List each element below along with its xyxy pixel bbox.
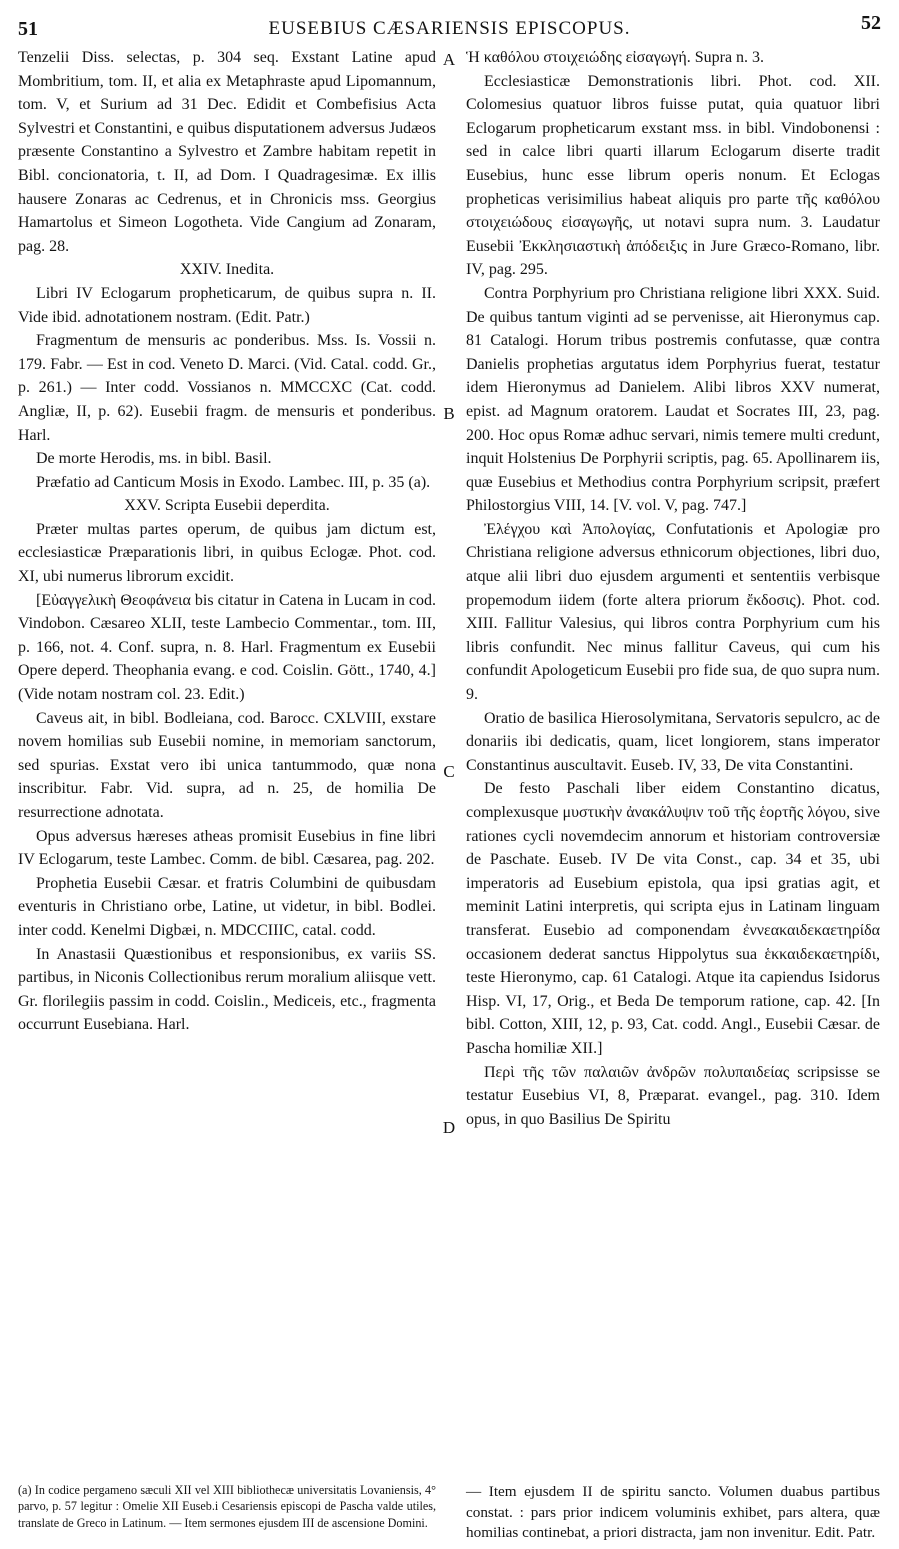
section-heading-deperdita: XXV. Scripta Eusebii deperdita. bbox=[124, 497, 330, 515]
left-paragraph: [Εὐαγγελικὴ Θεοφάνεια bis citatur in Catena in Lucam in cod. Vindobon. Cæsareo XLII, teste Lambecio Commentar., tom. III, p. 166, not. 4. Conf. supra, n. 8. Harl. Fragmentum ex Eusebii Opere deperd. Theophania evang. e cod. Coislin. Gött., 1740, 4.] (Vide notam nostram col. 23. Edit.) bbox=[18, 591, 436, 704]
right-paragraph: Ecclesiasticæ Demonstrationis libri. Phot. cod. XII. Colomesius quatuor libros fuisse putat, quia quatuor libri Eclogarum propheticarum exstant mss. in bibl. Vindobonensi : sed in calce libri quarti illarum Eclogarum diserte tradit Eusebius, hunc esse librum operis nonum. Et Eclogas propheticas verisimilius habeat aliquis pro parte τῆς καθόλου στοιχειώδους εἰσαγωγῆς, ut notavi supra num. 3. Laudatur Eusebii Ἐκκλησιαστικὴ ἀπόδειξις in Jure Græco-Romano, libr. IV, pag. 295. bbox=[466, 72, 880, 279]
right-paragraph: Περὶ τῆς τῶν παλαιῶν ἀνδρῶν πολυπαιδείας scripsisse se testatur Eusebius VI, 8, Præparat. evangel., pag. 310. Idem opus, in quo Basilius De Spiritu bbox=[466, 1063, 880, 1128]
left-paragraph: Opus adversus hæreses atheas promisit Eusebius in fine libri IV Eclogarum, teste Lambec. Comm. de bibl. Cæsarea, pag. 202. bbox=[18, 827, 436, 869]
right-column bbox=[466, 46, 880, 1131]
right-paragraph: Ἐλέγχου καὶ Ἀπολογίας, Confutationis et Apologiæ pro Christiana religione adversus ethnicorum objectiones, libri duo, atque alii libri duo ejusdem argumenti et sententiis verbisque propemodum iidem (forte altera priorum ἔκδοσις). Phot. cod. XIII. Fallitur Valesius, qui libros contra Porphyrium cum his libris confundit. Nec minus fallitur Caveus, qui cum his confundit Apologeticum Eusebii pro fide sua, de quo supra num. 9. bbox=[466, 520, 880, 704]
page-header bbox=[18, 14, 881, 44]
right-paragraph: Contra Porphyrium pro Christiana religione libri XXX. Suid. De quibus tantum viginti ad se pervenisse, ait Hieronymus cap. 81 Catalogi. Horum tribus postremis confutasse, quæ contra Danielis prophetias argutatus idem Porphyrius fuerat, testatur idem Hieronymus ad Danielem. Alibi libros XXV numerat, epist. ad Magnum oratorem. Laudat et Socrates III, 23, pag. 200. Hoc opus Romæ adhuc servari, nimis temere multi credunt, inquit Holstenius De Porphyrii scriptis, pag. 65. Apollinarem iis, quæ Eusebius et Methodius contra Porphyrium scripsit, præfert Philostorgius VIII, 14. [V. vol. V, pag. 747.] bbox=[466, 284, 880, 515]
right-paragraph: Oratio de basilica Hierosolymitana, Servatoris sepulcro, ac de donariis ibi dedicatis, quam, licet longiorem, stans imperator Constantinus auscultavit. Euseb. IV, 33, De vita Constantini. bbox=[466, 709, 880, 774]
margin-letter-b: B bbox=[443, 404, 455, 423]
left-paragraph: De morte Herodis, ms. in bibl. Basil. bbox=[36, 450, 272, 468]
left-paragraph: Tenzelii Diss. selectas, p. 304 seq. Exstant Latine apud Mombritium, tom. II, et alia ex Metaphraste apud Lipomannum, tom. V, et Surium ad 31 Dec. Edidit et Combefisius Acta Sylvestri et Constantini, e quibus disputationem adversus Judæos præsente Constantino a Sylvestro et Zambre habitam repetit in Bibl. concionatoria, t. II, ad Dom. I Quadragesimæ. Ex illis hausere Zonaras ac Cedrenus, et in Chronicis mss. Georgius Hamartolus et Simeon Logotheta. Vide Cangium ad Zonaram, pag. 28. bbox=[18, 49, 436, 255]
left-paragraph: Præfatio ad Canticum Mosis in Exodo. Lambec. III, p. 35 (a). bbox=[36, 473, 431, 491]
right-paragraph: De festo Paschali liber eidem Constantino dicatus, complexusque μυστικὴν ἀνακάλυψιν τοῦ τῆς ἑορτῆς λόγου, sive rationes cycli novemdecim annorum et historiam controversiæ de Paschate. Euseb. IV De vita Const., cap. 34 et 35, ubi imperatoris ad Eusebium epistola, qua ipsi gratias agit, et meminit Latini interpretis, qui scripta ejus in Latinam linguam transferat. Eusebio ad componendam ἐννεακαιδεκαετηρίδα occasionem dederat sanctus Hippolytus sua ἑκκαιδεκαετηρίδι, teste Hieronymo, cap. 61 Catalogi. Atque ita capiendus Isidorus Hisp. VI, 17, Orig., et Beda De temporum ratione, cap. 42. [In bibl. Cotton, XIII, 12, p. 93, Cat. codd. Angl., Eusebii Cæsar. de Pascha homiliæ XII.] bbox=[466, 780, 880, 1057]
right-paragraph: Ἡ καθόλου στοιχειώδης εἰσαγωγή. Supra n. 3. bbox=[466, 49, 765, 66]
footnote-left bbox=[18, 1482, 436, 1531]
page-number-right: 52 bbox=[861, 12, 881, 34]
footnote-right bbox=[466, 1482, 880, 1544]
footnote-text: (a) In codice pergameno sæculi XII vel XIII bibliothecæ universitatis Lovaniensis, 4° parvo, p. 57 legitur : Omelie XII Euseb.i Cesariensis episcopi de Pascha valde utiles, translate de Greco in Latinum. — Item sermones ejusdem III de ascensione Domini. bbox=[18, 1483, 436, 1530]
margin-letter-a: A bbox=[442, 50, 456, 69]
left-paragraph: Fragmentum de mensuris ac ponderibus. Mss. Is. Vossii n. 179. Fabr. — Est in cod. Veneto D. Marci. (Vid. Catal. codd. Gr., p. 261.) — Inter codd. Vossianos n. MMCCXC (Cat. codd. Angliæ, II, p. 62). Eusebii fragm. de mensuris et ponderibus. Harl. bbox=[18, 332, 436, 444]
margin-letter-d: D bbox=[442, 1118, 456, 1137]
footnote-text: — Item ejusdem II de spiritu sancto. Volumen duabus partibus constat. : pars prior indicem voluminis exhibet, pars altera, quæ homilias continebat, a priori distracta, jam non invenitur. Edit. Patr. bbox=[466, 1483, 880, 1542]
left-paragraph: Præter multas partes operum, de quibus jam dictum est, ecclesiasticæ Præparationis libri, in quibus Eclogæ. Phot. cod. XI, ubi numerus librorum excidit. bbox=[18, 520, 436, 586]
left-paragraph: Prophetia Eusebii Cæsar. et fratris Columbini de quibusdam eventuris in Christiano orbe, Latine, ut videtur, in bibl. Bodlei. inter codd. Kenelmi Digbæi, n. MDCCIIIC, catal. codd. bbox=[18, 874, 436, 939]
left-paragraph: Caveus ait, in bibl. Bodleiana, cod. Barocc. CXLVIII, exstare novem homilias sub Eusebii nomine, in memoriam sanctorum, sed spurias. Exstat vero ibi unica tantummodo, quæ nona inscribitur. Fabr. Vid. supra, ad n. 25, de homilia De resurrectione adnotata. bbox=[18, 709, 436, 821]
running-title: EUSEBIUS CÆSARIENSIS EPISCOPUS. bbox=[268, 18, 631, 39]
margin-letter-c: C bbox=[443, 762, 455, 781]
left-paragraph: In Anastasii Quæstionibus et responsionibus, ex variis SS. partibus, in Niconis Collectionibus rerum moralium aliisque vett. Gr. florilegiis passim in codd. Coislin., Mediceis, etc., fragmenta occurrunt Eusebiana. Harl. bbox=[18, 945, 436, 1034]
left-paragraph: Libri IV Eclogarum propheticarum, de quibus supra n. II. Vide ibid. adnotationem nostram. (Edit. Patr.) bbox=[18, 284, 436, 326]
left-column bbox=[18, 46, 436, 1037]
section-heading-inedita: XXIV. Inedita. bbox=[179, 261, 275, 279]
page-number-left: 51 bbox=[18, 18, 38, 40]
